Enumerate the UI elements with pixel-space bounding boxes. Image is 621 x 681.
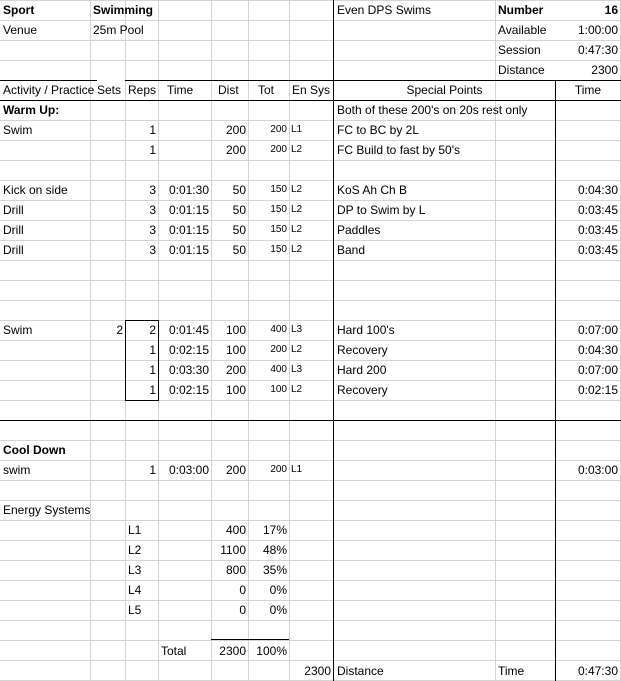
total-time-cell: 0:07:00 bbox=[577, 363, 618, 377]
level-cell: L3 bbox=[128, 563, 142, 577]
activity-cell: Swim bbox=[3, 123, 33, 137]
energy-systems-title: Energy Systems bbox=[3, 503, 91, 517]
total-time-cell: 0:03:45 bbox=[577, 223, 618, 237]
point-cell: Band bbox=[337, 243, 366, 257]
col-en-sys: En Sys bbox=[292, 83, 331, 97]
energy-dist-cell: 0 bbox=[239, 603, 246, 617]
total-dist: 2300 bbox=[219, 644, 246, 658]
available-value: 1:00:00 bbox=[577, 23, 618, 37]
number-value: 16 bbox=[604, 3, 618, 17]
footer-time-value: 0:47:30 bbox=[577, 664, 618, 678]
reps-cell: 1 bbox=[149, 363, 156, 377]
total-time-cell: 0:04:30 bbox=[577, 183, 618, 197]
total-pct: 100% bbox=[256, 644, 287, 658]
energy-pct-cell: 48% bbox=[262, 543, 287, 557]
level-cell: L4 bbox=[128, 583, 142, 597]
tot-cell: 150 bbox=[270, 244, 287, 255]
time-cell: 0:01:45 bbox=[168, 323, 209, 337]
reps-cell: 3 bbox=[149, 223, 156, 237]
available-label: Available bbox=[498, 23, 547, 37]
energy-pct-cell: 0% bbox=[269, 603, 287, 617]
tot-cell: 400 bbox=[270, 324, 287, 335]
total-time-cell: 0:02:15 bbox=[577, 383, 618, 397]
point-cell: FC to BC by 2L bbox=[337, 123, 420, 137]
point-cell: Hard 100's bbox=[337, 323, 395, 337]
en-sys-cell: L2 bbox=[291, 244, 303, 255]
point-cell: Paddles bbox=[337, 223, 381, 237]
en-sys-cell: L1 bbox=[291, 124, 303, 135]
time-cell: 0:01:30 bbox=[168, 183, 209, 197]
reps-cell: 1 bbox=[149, 123, 156, 137]
warm-up-note: Both of these 200's on 20s rest only bbox=[337, 103, 528, 117]
dist-cell: 100 bbox=[225, 323, 246, 337]
col-tot: Tot bbox=[258, 83, 275, 97]
tot-cell: 200 bbox=[270, 344, 287, 355]
dist-cell: 200 bbox=[225, 143, 246, 157]
activity-cell: Drill bbox=[3, 243, 24, 257]
reps-cell: 2 bbox=[149, 323, 156, 337]
tot-cell: 150 bbox=[270, 204, 287, 215]
footer-time-label: Time bbox=[498, 664, 525, 678]
reps-cell: 3 bbox=[149, 183, 156, 197]
tot-cell: 150 bbox=[270, 224, 287, 235]
tot-cell: 400 bbox=[270, 364, 287, 375]
dist-cell: 50 bbox=[232, 183, 246, 197]
activity-cell: Kick on side bbox=[3, 183, 68, 197]
col-reps: Reps bbox=[128, 83, 157, 97]
level-cell: L2 bbox=[128, 543, 142, 557]
sport-value: Swimming bbox=[93, 3, 154, 17]
warm-up-title: Warm Up: bbox=[3, 103, 60, 117]
reps-cell: 3 bbox=[149, 203, 156, 217]
time-cell: 0:01:15 bbox=[168, 243, 209, 257]
dist-cell: 200 bbox=[225, 123, 246, 137]
dist-cell: 100 bbox=[225, 383, 246, 397]
en-sys-cell: L2 bbox=[291, 184, 303, 195]
session-value: 0:47:30 bbox=[577, 43, 618, 57]
point-cell: DP to Swim by L bbox=[337, 203, 426, 217]
total-time-cell: 0:04:30 bbox=[577, 343, 618, 357]
col-sets: Sets bbox=[97, 80, 125, 100]
point-cell: FC Build to fast by 50's bbox=[337, 143, 461, 157]
total-time-cell: 0:03:45 bbox=[577, 243, 618, 257]
en-sys-cell: L2 bbox=[291, 344, 303, 355]
activity-cell: Drill bbox=[3, 203, 24, 217]
col-dist: Dist bbox=[218, 83, 239, 97]
energy-dist-cell: 400 bbox=[225, 523, 246, 537]
dist-cell: 200 bbox=[225, 363, 246, 377]
dist-cell: 200 bbox=[225, 463, 246, 477]
en-sys-cell: L2 bbox=[291, 144, 303, 155]
time-cell: 0:02:15 bbox=[168, 383, 209, 397]
tot-cell: 150 bbox=[270, 184, 287, 195]
point-cell: Recovery bbox=[337, 383, 388, 397]
number-label: Number bbox=[498, 3, 544, 17]
energy-dist-cell: 0 bbox=[239, 583, 246, 597]
tot-cell: 200 bbox=[270, 464, 287, 475]
time-cell: 0:01:15 bbox=[168, 203, 209, 217]
sport-label: Sport bbox=[3, 3, 35, 17]
energy-pct-cell: 35% bbox=[262, 563, 287, 577]
main-set-sets: 2 bbox=[116, 323, 123, 337]
time-cell: 0:01:15 bbox=[168, 223, 209, 237]
energy-pct-cell: 17% bbox=[262, 523, 287, 537]
main-set-activity: Swim bbox=[3, 323, 33, 337]
level-cell: L5 bbox=[128, 603, 142, 617]
en-sys-cell: L3 bbox=[291, 364, 303, 375]
tot-cell: 100 bbox=[270, 384, 287, 395]
point-cell: KoS Ah Ch B bbox=[337, 183, 408, 197]
tot-cell: 200 bbox=[270, 144, 287, 155]
total-time-cell: 0:03:45 bbox=[577, 203, 618, 217]
reps-cell: 1 bbox=[149, 143, 156, 157]
en-sys-cell: L2 bbox=[291, 224, 303, 235]
total-time-cell: 0:03:00 bbox=[577, 463, 618, 477]
time-cell: 0:03:30 bbox=[168, 363, 209, 377]
point-cell: Hard 200 bbox=[337, 363, 387, 377]
en-sys-cell: L2 bbox=[291, 384, 303, 395]
energy-dist-cell: 1100 bbox=[220, 543, 246, 557]
dist-cell: 50 bbox=[232, 203, 246, 217]
distance-value: 2300 bbox=[591, 63, 618, 77]
session-label: Session bbox=[498, 43, 541, 57]
footer-distance-value: 2300 bbox=[304, 664, 331, 678]
total-time-cell: 0:07:00 bbox=[577, 323, 618, 337]
venue-value: 25m Pool bbox=[93, 23, 144, 37]
reps-cell: 3 bbox=[149, 243, 156, 257]
time-cell: 0:02:15 bbox=[168, 343, 209, 357]
col-activity: Activity / Practice bbox=[3, 83, 95, 97]
cool-down-title: Cool Down bbox=[3, 443, 66, 457]
reps-cell: 1 bbox=[149, 383, 156, 397]
en-sys-cell: L1 bbox=[291, 464, 303, 475]
en-sys-cell: L2 bbox=[291, 204, 303, 215]
dist-cell: 50 bbox=[232, 243, 246, 257]
energy-dist-cell: 800 bbox=[225, 563, 246, 577]
energy-pct-cell: 0% bbox=[269, 583, 287, 597]
activity-cell: Drill bbox=[3, 223, 24, 237]
dist-cell: 50 bbox=[232, 223, 246, 237]
venue-label: Venue bbox=[3, 23, 38, 37]
distance-label: Distance bbox=[498, 63, 545, 77]
col-special-points: Special Points bbox=[406, 83, 483, 97]
level-cell: L1 bbox=[128, 523, 142, 537]
reps-cell: 1 bbox=[149, 463, 156, 477]
set-title: Even DPS Swims bbox=[337, 3, 432, 17]
en-sys-cell: L3 bbox=[291, 324, 303, 335]
footer-distance-label: Distance bbox=[337, 664, 384, 678]
col-time: Time bbox=[167, 83, 194, 97]
total-label: Total bbox=[161, 644, 187, 658]
time-cell: 0:03:00 bbox=[168, 463, 209, 477]
activity-cell: swim bbox=[3, 463, 31, 477]
dist-cell: 100 bbox=[225, 343, 246, 357]
col-time-total: Time bbox=[574, 83, 602, 97]
reps-cell: 1 bbox=[149, 343, 156, 357]
tot-cell: 200 bbox=[270, 124, 287, 135]
point-cell: Recovery bbox=[337, 343, 388, 357]
